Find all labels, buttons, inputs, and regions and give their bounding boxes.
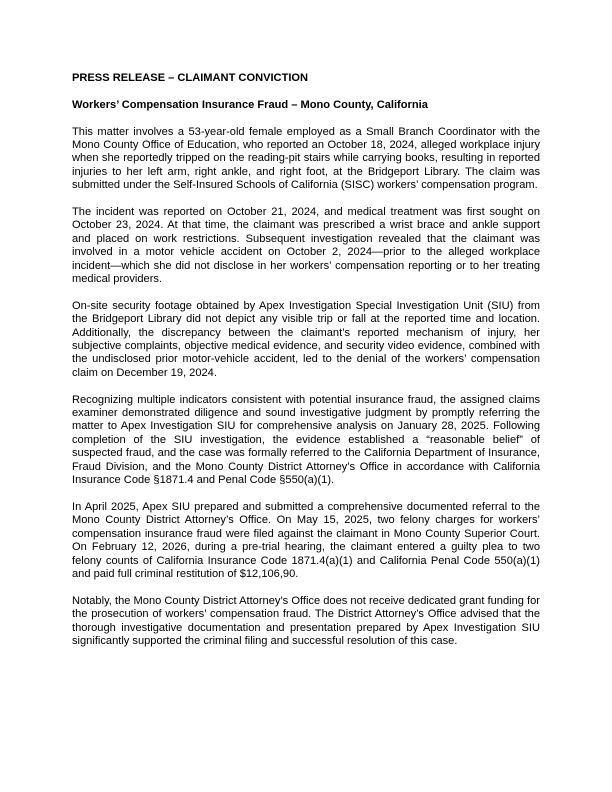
document-title: PRESS RELEASE – CLAIMANT CONVICTION: [72, 72, 309, 84]
paragraph-prosecution: In April 2025, Apex SIU prepared and submitted a comprehensive documented referral to the Mono County District Attorney’s Office. On May 15, 2025, two felony charges for workers’ compensation insurance fraud were filed against the claimant in Mono County Superior Court. On February 12, 2026, during a pre-trial hearing, the claimant entered a guilty plea to two felony counts of California Insurance Code 1871.4(a)(1) and California Penal Code 550(a)(1) and paid full criminal restitution of $12,106,90.: [72, 500, 540, 580]
paragraph-incident-report: The incident was reported on October 21, 2024, and medical treatment was first sought on October 23, 2024. At that time, the claimant was prescribed a wrist brace and ankle support and placed on work restrictions. Subsequent investigation revealed that the claimant was involved in a motor vehicle accident on October 2, 2024—prior to the alleged workplace incident—which she did not disclose in her workers’ compensation reporting or to her treating medical providers.: [72, 206, 540, 286]
document-subtitle: Workers’ Compensation Insurance Fraud – Mono County, California: [72, 98, 428, 111]
paragraph-siu-referral: Recognizing multiple indicators consistent with potential insurance fraud, the assigned claims examiner demonstrated diligence and sound investigative judgment by promptly referring the matter to Apex Investigation SIU for comprehensive analysis on January 28, 2025. Following completion of the SIU investigation, the evidence established a “reasonable belief” of suspected fraud, and the case was formally referred to the California Department of Insurance, Fraud Division, and the Mono County District Attorney’s Office in accordance with California Insurance Code §1871.4 and Penal Code §550(a)(1).: [72, 393, 540, 487]
paragraph-security-footage: On-site security footage obtained by Apex Investigation Special Investigation Unit (SIU) from the Bridgeport Library did not depict any visible trip or fall at the reported time and location. Additionally, the discrepancy between the claimant’s reported mechanism of injury, her subjective complaints, objective medical evidence, and security video evidence, combined with the undisclosed prior motor-vehicle accident, led to the denial of the workers’ compensation claim on December 19, 2024.: [72, 299, 540, 379]
paragraph-district-attorney-note: Notably, the Mono County District Attorney’s Office does not receive dedicated grant funding for the prosecution of workers’ compensation fraud. The District Attorney’s Office advised that the thorough investigative documentation and presentation prepared by Apex Investigation SIU significantly supported the criminal filing and successful resolution of this case.: [72, 594, 540, 647]
paragraph-claim-background: This matter involves a 53-year-old female employed as a Small Branch Coordinator with the Mono County Office of Education, who reported an October 18, 2024, alleged workplace injury when she reportedly tripped on the reading-pit stairs while carrying books, resulting in reported injuries to her left arm, right ankle, and right foot, at the Bridgeport Library. The claim was submitted under the Self-Insured Schools of California (SISC) workers’ compensation program.: [72, 125, 540, 192]
press-release-page: [72, 72, 540, 662]
